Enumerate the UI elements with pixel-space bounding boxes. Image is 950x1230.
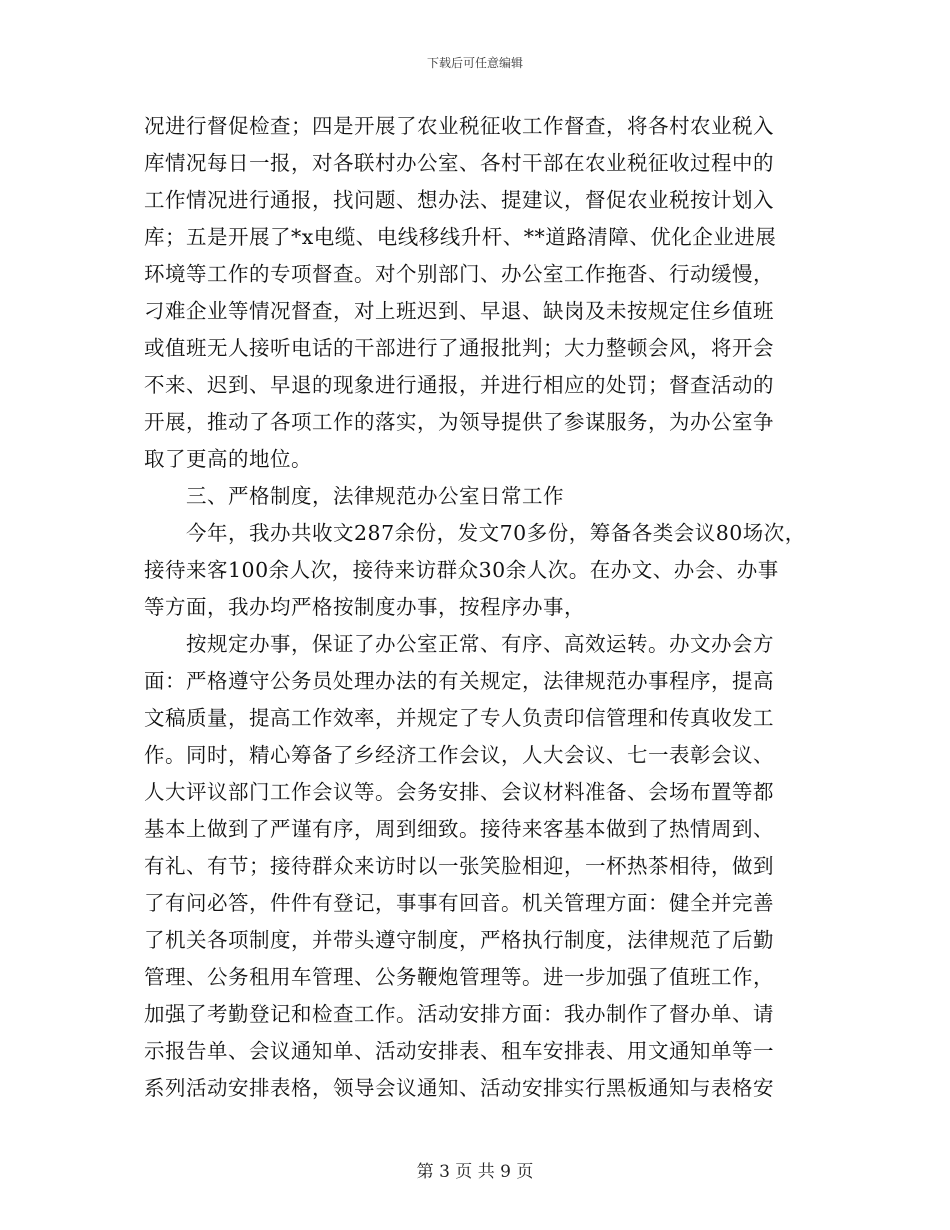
text-line-19: 人大评议部门工作会议等。会务安排、会议材料准备、会场布置等都 — [144, 780, 774, 804]
page-number: 第 3 页 共 9 页 — [416, 1162, 534, 1182]
text-line-14: 等方面，我办均严格按制度办事，按程序办事， — [144, 595, 585, 619]
text-line-5: 环境等工作的专项督查。对个别部门、办公室工作拖沓、行动缓慢， — [144, 262, 774, 286]
document-body — [144, 108, 834, 1107]
text-line-10: 取了更高的地位。 — [144, 447, 312, 471]
text-line-22: 了有问必答，件件有登记，事事有回音。机关管理方面：健全并完善 — [144, 891, 774, 915]
text-line-8: 不来、迟到、早退的现象进行通报，并进行相应的处罚；督查活动的 — [144, 373, 774, 397]
text-line-16: 面：严格遵守公务员处理办法的有关规定，法律规范办事程序，提高 — [144, 669, 774, 693]
page-header-note: 下载后可任意编辑 — [426, 56, 523, 70]
text-line-25: 加强了考勤登记和检查工作。活动安排方面：我办制作了督办单、请 — [144, 1002, 774, 1026]
text-line-20: 基本上做到了严谨有序，周到细致。接待来客基本做到了热情周到、 — [144, 817, 774, 841]
text-line-7: 或值班无人接听电话的干部进行了通报批判；大力整顿会风，将开会 — [144, 336, 774, 360]
text-line-21: 有礼、有节；接待群众来访时以一张笑脸相迎，一杯热茶相待，做到 — [144, 854, 774, 878]
text-line-26: 示报告单、会议通知单、活动安排表、租车安排表、用文通知单等一 — [144, 1039, 774, 1063]
text-line-9: 开展，推动了各项工作的落实，为领导提供了参谋服务，为办公室争 — [144, 410, 774, 434]
text-line-15: 按规定办事，保证了办公室正常、有序、高效运转。办文办会方 — [186, 632, 774, 656]
text-line-13: 接待来客100余人次，接待来访群众30余人次。在办文、办会、办事 — [144, 558, 779, 582]
text-line-27: 系列活动安排表格，领导会议通知、活动安排实行黑板通知与表格安 — [144, 1076, 774, 1100]
text-line-12: 今年，我办共收文287余份，发文70多份，筹备各类会议80场次， — [186, 521, 806, 545]
text-line-1: 况进行督促检查；四是开展了农业税征收工作督查，将各村农业税入 — [144, 114, 774, 138]
text-line-23: 了机关各项制度，并带头遵守制度，严格执行制度，法律规范了后勤 — [144, 928, 774, 952]
text-line-24: 管理、公务租用车管理、公务鞭炮管理等。进一步加强了值班工作， — [144, 965, 774, 989]
text-line-18: 作。同时，精心筹备了乡经济工作会议，人大会议、七一表彰会议、 — [144, 743, 774, 767]
text-line-6: 刁难企业等情况督查，对上班迟到、早退、缺岗及未按规定住乡值班 — [144, 299, 774, 323]
text-line-3: 工作情况进行通报，找问题、想办法、提建议，督促农业税按计划入 — [144, 188, 774, 212]
text-line-2: 库情况每日一报，对各联村办公室、各村干部在农业税征收过程中的 — [144, 151, 774, 175]
text-line-17: 文稿质量，提高工作效率，并规定了专人负责印信管理和传真收发工 — [144, 706, 774, 730]
text-line-4: 库；五是开展了*x电缆、电线移线升杆、**道路清障、优化企业进展 — [144, 225, 777, 249]
section-heading: 三、严格制度，法律规范办公室日常工作 — [186, 484, 564, 508]
